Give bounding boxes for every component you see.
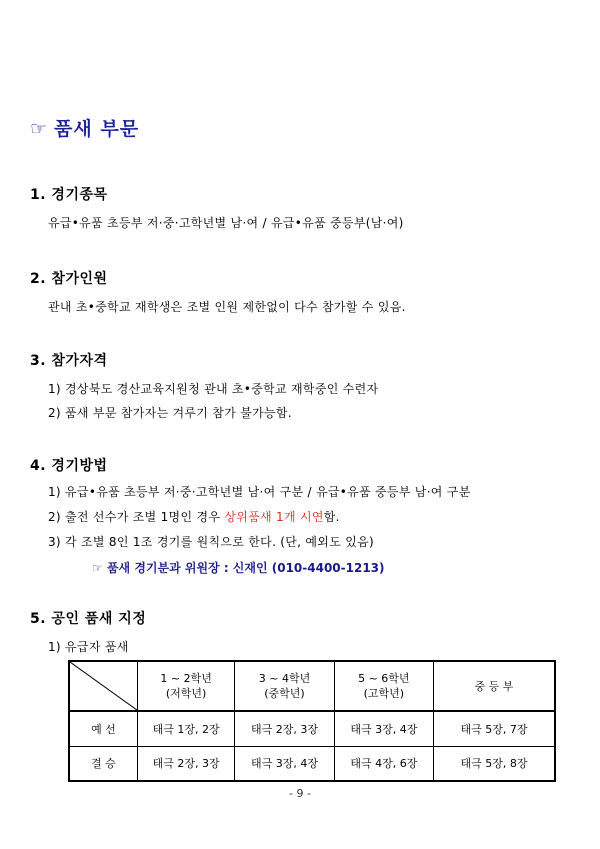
section-3-line-2: 2) 품새 부문 참가자는 겨루기 참가 불가능함. (48, 406, 292, 420)
table-row (69, 711, 555, 746)
header-grade-range: 5 ~ 6학년 (358, 672, 410, 685)
table-header-row (69, 661, 555, 711)
table-cell: 태극 5장, 7장 (434, 711, 555, 746)
section-heading-4: 4. 경기방법 (30, 458, 108, 474)
diagonal-corner-cell (69, 661, 137, 711)
poomsae-table (68, 660, 556, 782)
row-label: 예 선 (69, 711, 137, 746)
table-cell: 태극 1장, 2장 (137, 711, 234, 746)
section-4-line-1: 1) 유급•유품 초등부 저·중·고학년별 남·여 구분 / 유급•유품 중등부 남·여 구분 (48, 485, 471, 499)
header-grade-range: 1 ~ 2학년 (160, 672, 212, 685)
table-cell: 태극 5장, 8장 (434, 746, 555, 781)
table-cell: 태극 2장, 3장 (235, 711, 334, 746)
table-header-cell (235, 661, 334, 711)
section-heading-5: 5. 공인 품새 지정 (30, 611, 147, 627)
header-grade-group: (고학년) (363, 687, 405, 700)
header-grade-group: (중학년) (264, 687, 305, 700)
header-grade-group: (저학년) (165, 687, 207, 700)
row-label: 결 승 (69, 746, 137, 781)
section-1-line: 유급•유품 초등부 저·중·고학년별 남·여 / 유급•유품 중등부(남·여) (48, 216, 404, 230)
highlight-text: 상위품새 1개 시연 (224, 510, 324, 524)
section-heading-2: 2. 참가인원 (30, 271, 108, 287)
table-cell: 태극 4장, 6장 (334, 746, 433, 781)
section-3-line-1: 1) 경상북도 경산교육지원청 관내 초•중학교 재학중인 수련자 (48, 382, 379, 396)
table-header-cell (434, 661, 555, 711)
pointing-hand-icon: ☞ (30, 118, 49, 140)
section-4-line-2-after: 함. (323, 510, 340, 524)
section-4-line-2-before: 2) 출전 선수가 조별 1명인 경우 (48, 510, 225, 524)
table-cell: 태극 3장, 4장 (334, 711, 433, 746)
table-header-cell (137, 661, 234, 711)
contact-note (92, 559, 385, 576)
diagonal-line (70, 662, 137, 710)
table-row (69, 746, 555, 781)
section-4-line-2 (48, 508, 340, 525)
section-5-line-1: 1) 유급자 품새 (48, 640, 129, 654)
table-cell: 태극 2장, 3장 (137, 746, 234, 781)
section-heading-3: 3. 참가자격 (30, 353, 108, 369)
page-number: - 9 - (289, 787, 311, 800)
header-grade-range: 중 등 부 (474, 680, 514, 693)
page-title-text: 품새 부문 (54, 118, 140, 140)
section-4-line-3: 3) 각 조별 8인 1조 경기를 원칙으로 한다. (단, 예외도 있음) (48, 535, 374, 549)
section-2-line: 관내 초•중학교 재학생은 조별 인원 제한없이 다수 참가할 수 있음. (48, 300, 406, 314)
page-title (30, 114, 139, 141)
contact-note-text: 품새 경기분과 위원장 : 신재인 (010-4400-1213) (106, 561, 385, 575)
table-cell: 태극 3장, 4장 (235, 746, 334, 781)
pointing-hand-icon: ☞ (92, 561, 103, 575)
section-heading-1: 1. 경기종목 (30, 187, 108, 203)
header-grade-range: 3 ~ 4학년 (258, 672, 311, 685)
table-header-cell (334, 661, 433, 711)
